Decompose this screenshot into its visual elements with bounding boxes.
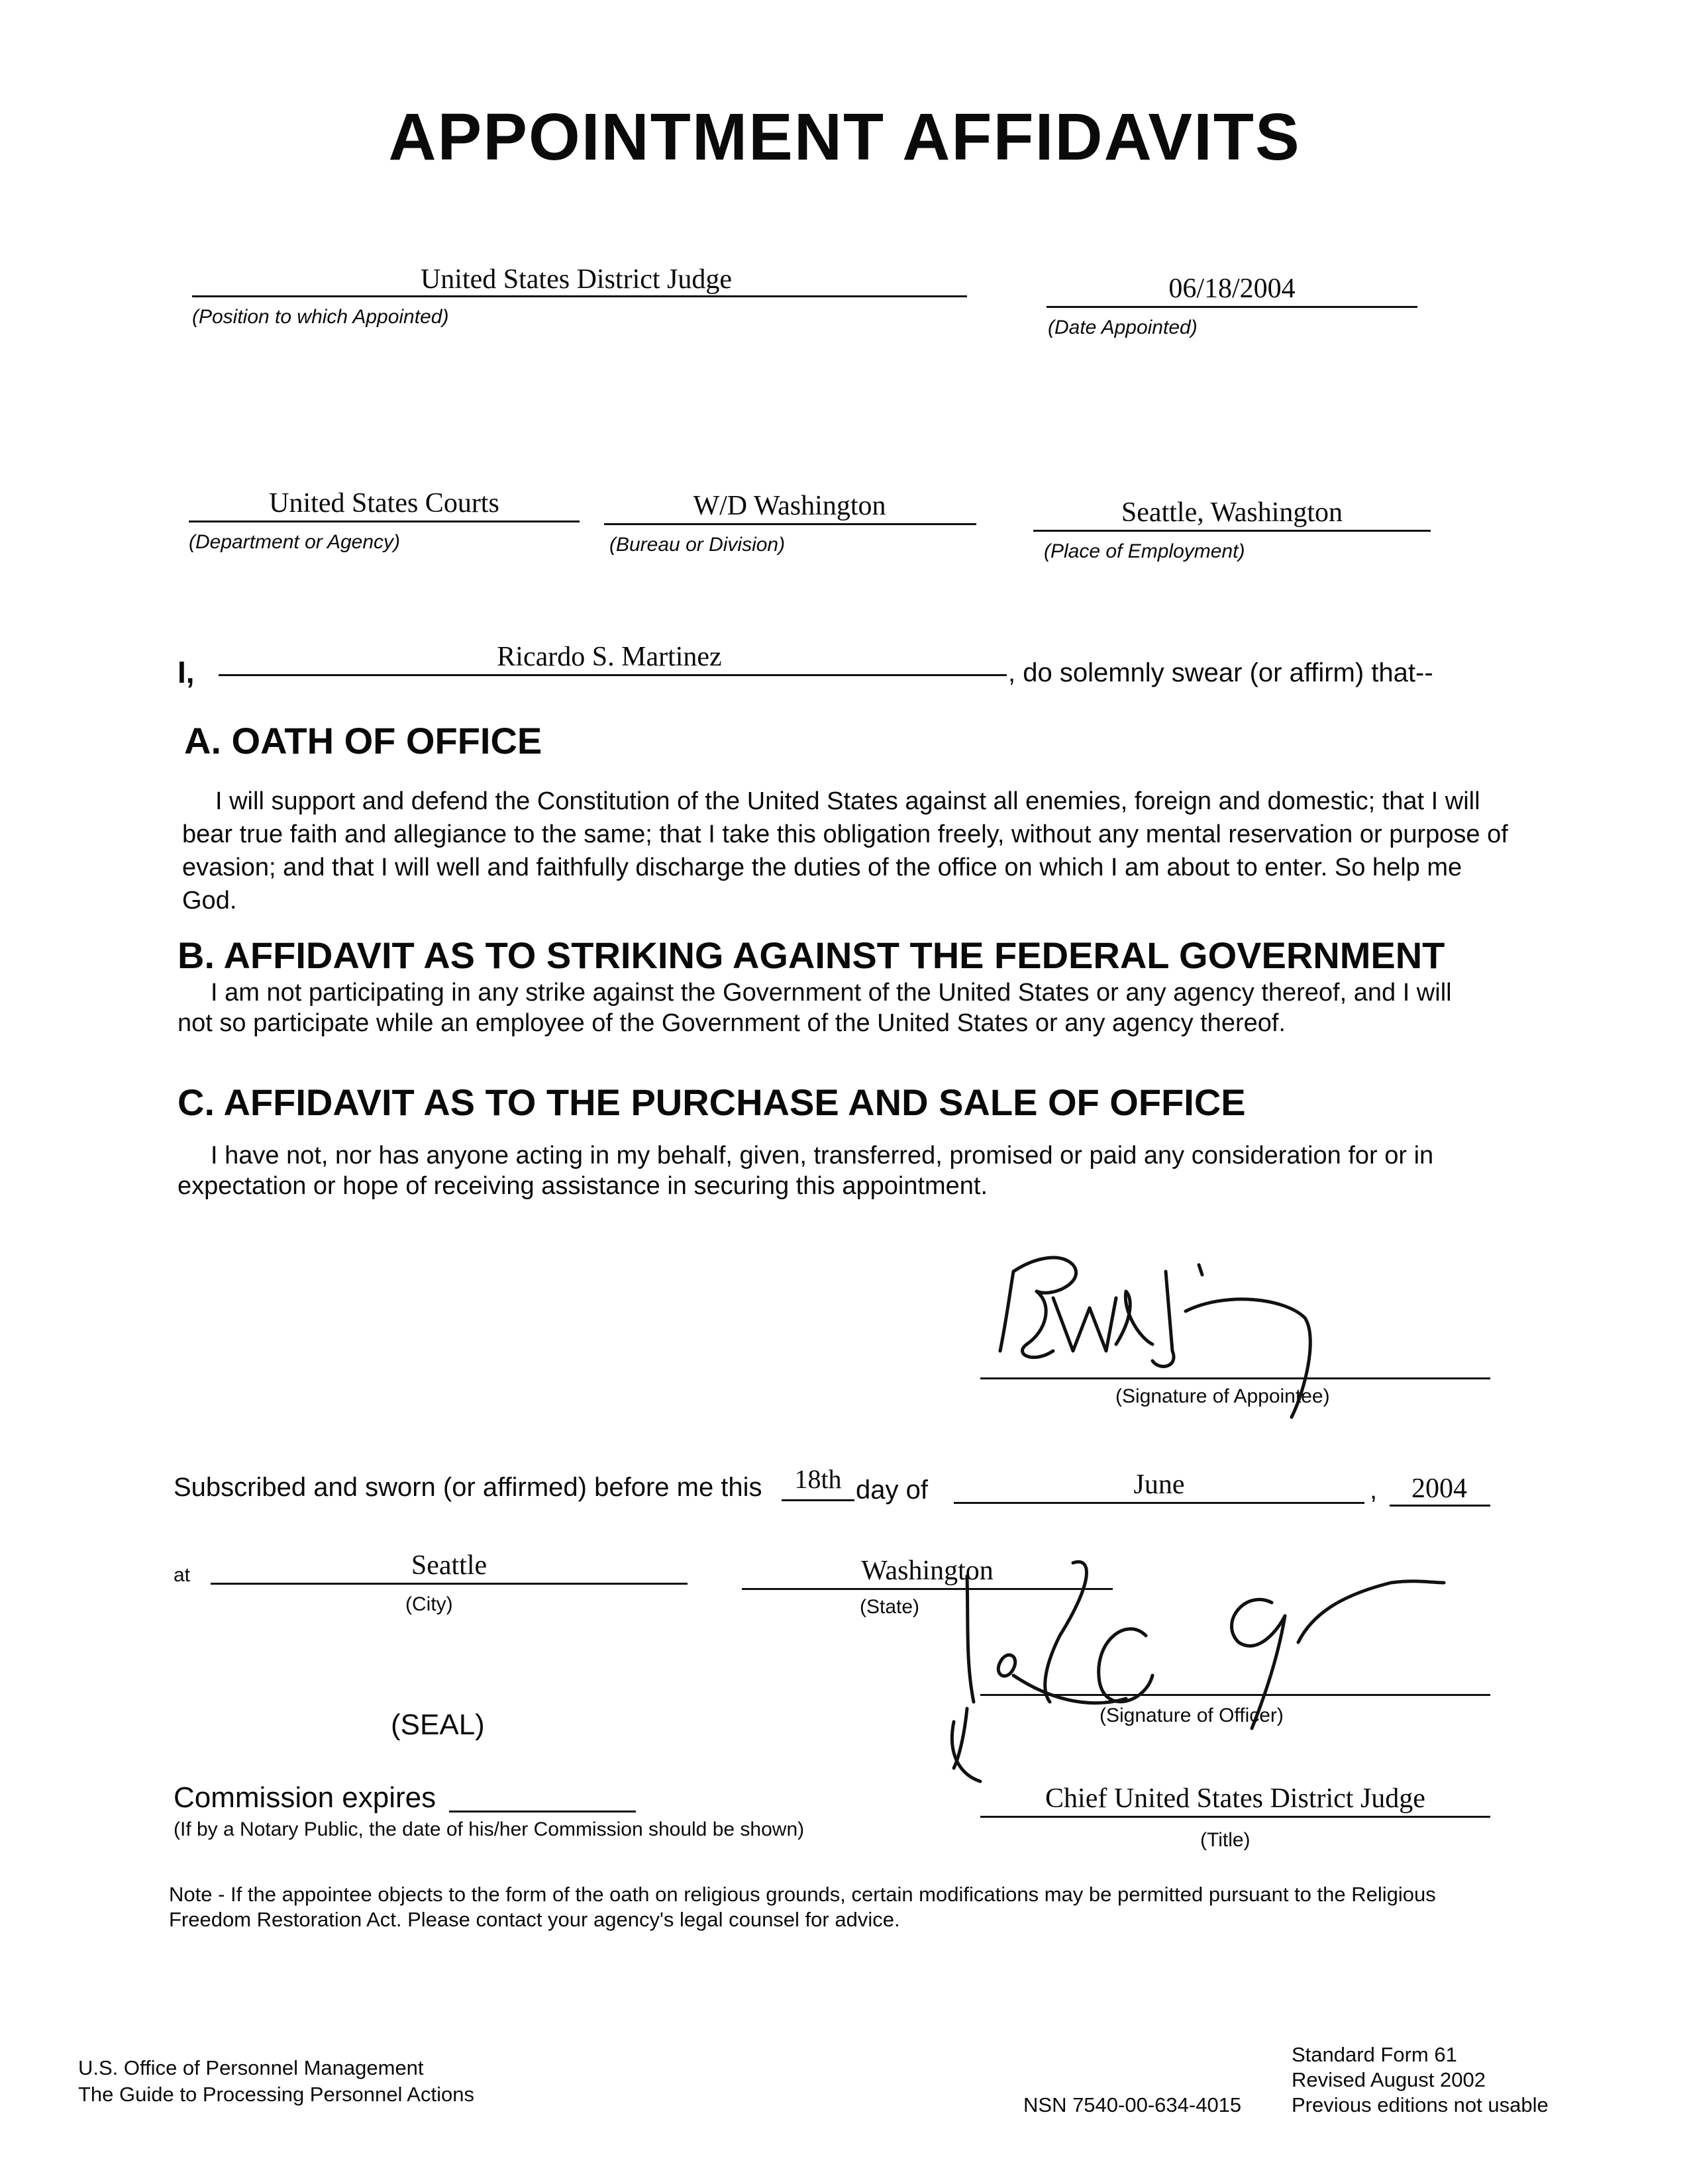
at-label: at bbox=[174, 1564, 191, 1586]
position-line bbox=[192, 295, 967, 297]
name-line bbox=[219, 674, 1007, 676]
department-caption: (Department or Agency) bbox=[189, 531, 401, 553]
state-value: Washington bbox=[861, 1556, 994, 1586]
department-value: United States Courts bbox=[269, 488, 499, 519]
seal-label: (SEAL) bbox=[391, 1709, 485, 1741]
officer-title-caption: (Title) bbox=[1200, 1829, 1251, 1851]
city-line bbox=[211, 1583, 688, 1585]
position-caption: (Position to which Appointed) bbox=[192, 306, 449, 328]
commission-note: (If by a Notary Public, the date of his/her Commission should be shown) bbox=[174, 1818, 805, 1840]
bureau-value: W/D Washington bbox=[693, 491, 886, 521]
city-caption: (City) bbox=[405, 1593, 453, 1615]
appointee-signature-line bbox=[980, 1377, 1490, 1379]
appointee-signature bbox=[974, 1245, 1384, 1450]
position-value: United States District Judge bbox=[420, 264, 733, 295]
city-value: Seattle bbox=[411, 1550, 487, 1581]
date-appointed-caption: (Date Appointed) bbox=[1048, 317, 1198, 338]
section-b-text: I am not participating in any strike against the Government of the United States or any agency thereof, and I will not so participate while an employee of the Government of the United States or any agency thereof. bbox=[178, 979, 1452, 1037]
footer-form-line3: Previous editions not usable bbox=[1292, 2093, 1549, 2116]
year-line bbox=[1390, 1505, 1490, 1507]
department-line bbox=[189, 521, 580, 522]
section-b-heading: B. AFFIDAVIT AS TO STRIKING AGAINST THE FEDERAL GOVERNMENT bbox=[178, 934, 1445, 976]
officer-signature-line bbox=[980, 1694, 1490, 1696]
footer-form-line2: Revised August 2002 bbox=[1292, 2068, 1486, 2091]
state-caption: (State) bbox=[860, 1596, 920, 1618]
subscribed-day: 18th bbox=[794, 1464, 842, 1494]
bureau-line bbox=[604, 523, 976, 525]
place-line bbox=[1033, 530, 1431, 532]
section-c-text: I have not, nor has anyone acting in my behalf, given, transferred, promised or paid any consideration for or in expectation or hope of receiving assistance in securing this appointment. bbox=[178, 1142, 1434, 1200]
day-line bbox=[782, 1499, 854, 1501]
commission-line bbox=[449, 1811, 636, 1812]
swear-prefix: I, bbox=[178, 655, 195, 689]
place-value: Seattle, Washington bbox=[1121, 497, 1343, 528]
swear-suffix: , do solemnly swear (or affirm) that-- bbox=[1008, 658, 1433, 687]
officer-title-line bbox=[980, 1816, 1490, 1818]
commission-label: Commission expires bbox=[174, 1781, 436, 1814]
month-line bbox=[954, 1502, 1364, 1504]
appointee-name: Ricardo S. Martinez bbox=[497, 642, 722, 672]
footer-nsn: NSN 7540-00-634-4015 bbox=[1023, 2093, 1242, 2116]
date-appointed-line bbox=[1047, 306, 1417, 308]
religious-note: Note - If the appointee objects to the form of the oath on religious grounds, certain modifications may be permitted pursuant to the Religious Freedom Restoration Act. Please contact your agency's legal counsel for advice. bbox=[169, 1883, 1436, 1931]
date-appointed-value: 06/18/2004 bbox=[1168, 273, 1296, 304]
footer-agency-line1: U.S. Office of Personnel Management bbox=[78, 2056, 424, 2079]
page-title: APPOINTMENT AFFIDAVITS bbox=[388, 100, 1301, 174]
footer-form-line1: Standard Form 61 bbox=[1292, 2043, 1457, 2066]
section-a-text: I will support and defend the Constitution of the United States against all enemies, foreign and domestic; that I will bear true faith and allegiance to the same; that I take this obligation freely, without any mental reservation or purpose of evasion; and that I will well and faithfully discharge the duties of the office on which I am about to enter. So help me God. bbox=[182, 787, 1508, 915]
footer-agency-line2: The Guide to Processing Personnel Actions bbox=[78, 2083, 474, 2106]
subscribed-prefix: Subscribed and sworn (or affirmed) before me this bbox=[174, 1473, 762, 1502]
officer-signature bbox=[927, 1543, 1523, 1788]
place-caption: (Place of Employment) bbox=[1044, 540, 1245, 562]
bureau-caption: (Bureau or Division) bbox=[609, 534, 786, 556]
comma: , bbox=[1370, 1475, 1378, 1505]
appointee-signature-caption: (Signature of Appointee) bbox=[1115, 1385, 1330, 1407]
section-a-heading: A. OATH OF OFFICE bbox=[184, 720, 542, 762]
subscribed-day-label: day of bbox=[856, 1475, 928, 1505]
officer-title-value: Chief United States District Judge bbox=[1045, 1783, 1425, 1814]
subscribed-year: 2004 bbox=[1411, 1473, 1467, 1504]
subscribed-month: June bbox=[1133, 1469, 1185, 1500]
section-c-heading: C. AFFIDAVIT AS TO THE PURCHASE AND SALE OF OFFICE bbox=[178, 1081, 1246, 1123]
officer-signature-caption: (Signature of Officer) bbox=[1100, 1705, 1284, 1726]
